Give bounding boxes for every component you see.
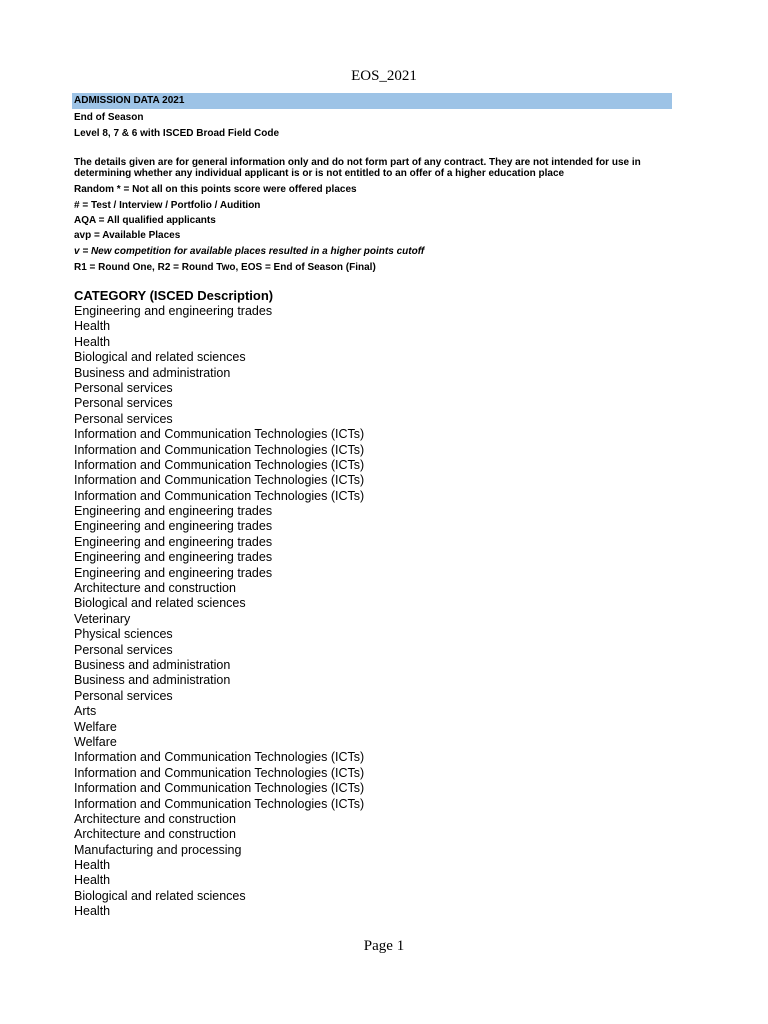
legend-avp: avp = Available Places xyxy=(74,230,181,241)
category-item: Welfare xyxy=(74,719,117,734)
banner-title: ADMISSION DATA 2021 xyxy=(74,95,185,106)
category-item: Architecture and construction xyxy=(74,811,236,826)
category-item: Information and Communication Technologies (ICTs) xyxy=(74,765,365,780)
category-item: Health xyxy=(74,319,111,334)
page-header-title: EOS_2021 xyxy=(351,68,417,84)
category-item: Health xyxy=(74,873,111,888)
category-item: Information and Communication Technologies (ICTs) xyxy=(74,427,365,442)
subtitle-end-of-season: End of Season xyxy=(74,112,144,123)
category-item: Biological and related sciences xyxy=(74,350,246,365)
category-item: Personal services xyxy=(74,396,173,411)
category-item: Architecture and construction xyxy=(74,827,236,842)
page-footer-label: Page 1 xyxy=(363,938,405,954)
category-item: Information and Communication Technologies (ICTs) xyxy=(74,781,365,796)
category-item: Business and administration xyxy=(74,365,231,380)
category-item: Engineering and engineering trades xyxy=(74,504,273,519)
category-item: Engineering and engineering trades xyxy=(74,534,273,549)
category-item: Personal services xyxy=(74,642,173,657)
category-item: Architecture and construction xyxy=(74,581,236,596)
category-item: Personal services xyxy=(74,688,173,703)
category-item: Information and Communication Technologies (ICTs) xyxy=(74,473,365,488)
category-item: Arts xyxy=(74,704,97,719)
category-item: Engineering and engineering trades xyxy=(74,550,273,565)
legend-new-competition: v = New competition for available places resulted in a higher points cutoff xyxy=(74,246,425,257)
category-item: Manufacturing and processing xyxy=(74,842,242,857)
category-item: Veterinary xyxy=(74,611,131,626)
category-item: Engineering and engineering trades xyxy=(74,519,273,534)
category-item: Health xyxy=(74,334,111,349)
category-item: Information and Communication Technologies (ICTs) xyxy=(74,796,365,811)
legend-random: Random * = Not all on this points score were offered places xyxy=(74,184,357,195)
category-item: Information and Communication Technologies (ICTs) xyxy=(74,457,365,472)
category-item: Engineering and engineering trades xyxy=(74,304,273,318)
category-item: Health xyxy=(74,858,111,873)
category-item: Information and Communication Technologies (ICTs) xyxy=(74,442,365,457)
subtitle-level-info: Level 8, 7 & 6 with ISCED Broad Field Code xyxy=(74,128,280,139)
category-item: Information and Communication Technologies (ICTs) xyxy=(74,750,365,765)
category-list xyxy=(74,304,364,920)
disclaimer-text: The details given are for general information only and do not form part of any contract. They are not intended for use in determining whether any individual applicant is or is not entitled to an offer of a higher education place xyxy=(74,157,641,179)
category-heading: CATEGORY (ISCED Description) xyxy=(74,288,274,303)
category-item: Personal services xyxy=(74,380,173,395)
category-item: Personal services xyxy=(74,411,173,426)
category-item: Welfare xyxy=(74,734,117,749)
category-item: Engineering and engineering trades xyxy=(74,565,273,580)
legend-rounds: R1 = Round One, R2 = Round Two, EOS = End of Season (Final) xyxy=(74,262,376,273)
admission-data-banner xyxy=(72,93,672,109)
category-item: Health xyxy=(74,904,111,919)
category-item: Biological and related sciences xyxy=(74,888,246,903)
category-item: Biological and related sciences xyxy=(74,596,246,611)
category-item: Information and Communication Technologies (ICTs) xyxy=(74,488,365,503)
category-item: Business and administration xyxy=(74,673,231,688)
legend-aqa: AQA = All qualified applicants xyxy=(74,215,216,226)
legend-test: # = Test / Interview / Portfolio / Audition xyxy=(74,200,261,211)
category-item: Physical sciences xyxy=(74,627,173,642)
category-item: Business and administration xyxy=(74,657,231,672)
